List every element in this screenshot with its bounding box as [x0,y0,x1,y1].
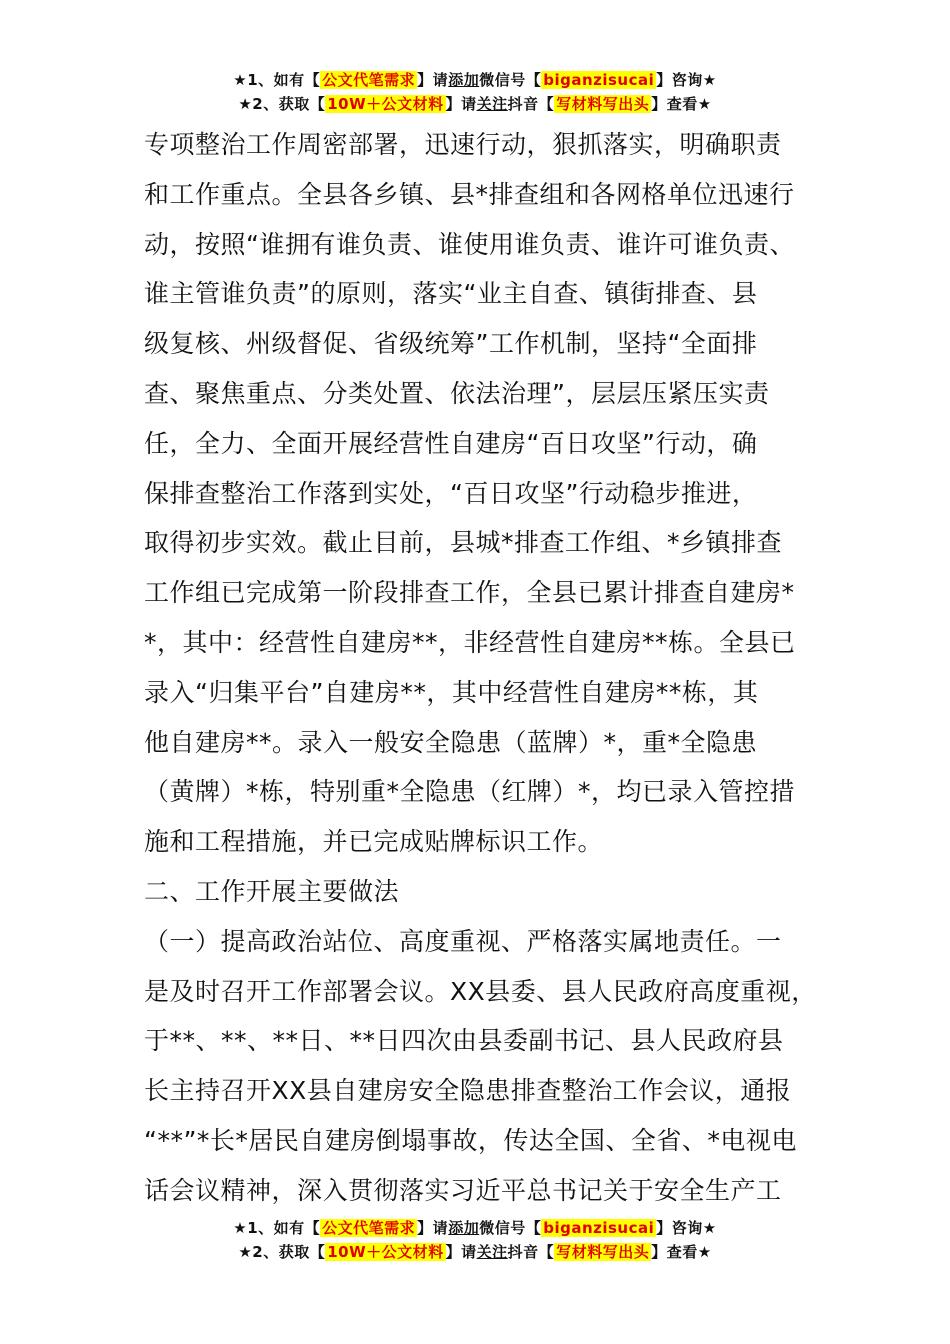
banner-text: 】请 [445,95,477,113]
banner-underlined-text: 关注 [476,95,508,113]
banner-text: 微信号【 [479,1219,542,1237]
header-banner [0,68,950,116]
document-line: 任，全力、全面开展经营性自建房“百日攻坚”行动，确 [144,428,758,458]
section-heading: 二、工作开展主要做法 [144,876,400,906]
wechat-id-highlight: biganzisucai [543,1219,655,1237]
document-line: 动，按照“谁拥有谁负责、谁使用谁负责、谁许可谁负责、 [144,229,795,259]
banner-line-1 [0,68,950,92]
banner-highlight: 10W＋公文材料 [327,1243,444,1261]
banner-underlined-text: 添加 [448,71,480,89]
document-line: *，其中：经营性自建房**，非经营性自建房**栋。全县已 [144,627,796,657]
banner-text: 】请 [417,71,449,89]
banner-underlined-text: 添加 [448,1219,480,1237]
document-line: （黄牌）*栋，特别重*全隐患（红牌）*，均已录入管控措 [144,777,796,807]
banner-line-2 [0,1240,950,1264]
banner-text: ★1、如有【 [233,71,321,89]
document-line: 他自建房**。录入一般安全隐患（蓝牌）*，重*全隐患 [144,727,758,757]
document-line: 级复核、州级督促、省级统筹”工作机制，坚持“全面排 [144,329,758,359]
document-line: 保排查整治工作落到实处，“百日攻坚”行动稳步推进， [144,478,758,508]
banner-highlight: 公文代笔需求 [322,71,416,89]
document-line: 查、聚焦重点、分类处置、依法治理”，层层压紧压实责 [144,378,770,408]
document-line: 工作组已完成第一阶段排查工作，全县已累计排查自建房* [144,578,795,608]
document-line: 谁主管谁负责”的原则，落实“业主自查、镇街排查、县 [144,279,758,309]
document-line: 是及时召开工作部署会议。XX县委、县人民政府高度重视， [144,976,817,1006]
banner-text: 】查看★ [651,95,712,113]
wechat-id-highlight: biganzisucai [543,71,655,89]
document-line: （一）提高政治站位、高度重视、严格落实属地责任。一 [144,926,782,956]
banner-text: ★2、获取【 [238,95,326,113]
document-line: “**”*长*居民自建房倒塌事故，传达全国、全省、*电视电 [144,1125,797,1155]
banner-text: 】咨询★ [656,71,717,89]
banner-highlight: 10W＋公文材料 [327,95,444,113]
document-line: 取得初步实效。截止目前，县城*排查工作组、*乡镇排查 [144,528,783,558]
banner-text: 】查看★ [651,1243,712,1261]
banner-highlight: 公文代笔需求 [322,1219,416,1237]
banner-text: ★2、获取【 [238,1243,326,1261]
banner-line-2 [0,92,950,116]
document-body [144,120,817,1216]
document-line: 和工作重点。全县各乡镇、县*排查组和各网格单位迅速行 [144,179,795,209]
douyin-id-highlight: 写材料写出头 [556,95,650,113]
banner-line-1 [0,1216,950,1240]
banner-text: 微信号【 [479,71,542,89]
document-line: 录入“归集平台”自建房**，其中经营性自建房**栋，其 [144,677,759,707]
document-line: 施和工程措施，并已完成贴牌标识工作。 [144,827,604,857]
document-line: 话会议精神，深入贯彻落实习近平总书记关于安全生产工 [144,1175,782,1205]
document-line: 于**、**、**日、**日四次由县委副书记、县人民政府县 [144,1026,784,1056]
banner-text: 抖音【 [507,1243,555,1261]
footer-banner [0,1216,950,1264]
banner-text: 】请 [417,1219,449,1237]
banner-text: ★1、如有【 [233,1219,321,1237]
banner-text: 】请 [445,1243,477,1261]
banner-text: 抖音【 [507,95,555,113]
douyin-id-highlight: 写材料写出头 [556,1243,650,1261]
document-line: 长主持召开XX县自建房安全隐患排查整治工作会议，通报 [144,1076,792,1106]
banner-text: 】咨询★ [656,1219,717,1237]
document-line: 专项整治工作周密部署，迅速行动，狠抓落实，明确职责 [144,130,782,159]
banner-underlined-text: 关注 [476,1243,508,1261]
